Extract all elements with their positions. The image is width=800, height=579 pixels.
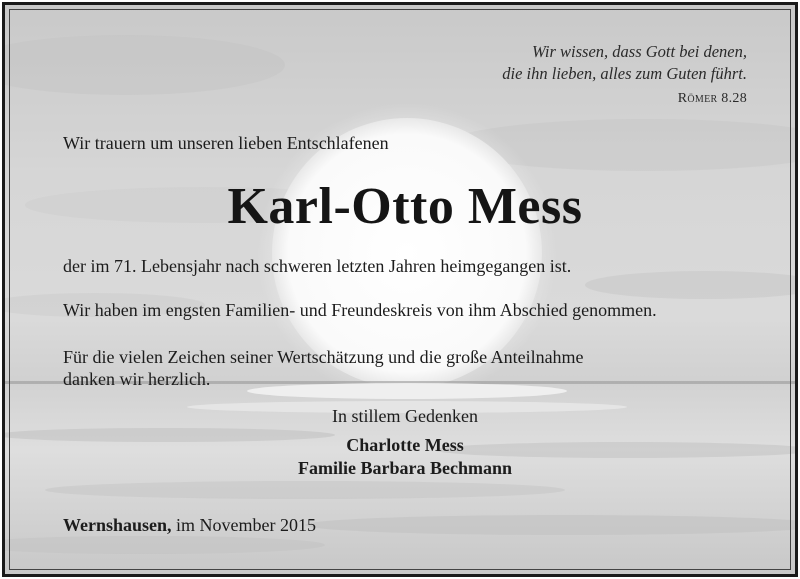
- body-line-3a: Für die vielen Zeichen seiner Wertschätzung und die große Anteilnahme: [63, 347, 584, 367]
- date-text: im November 2015: [176, 515, 317, 535]
- intro-text: Wir trauern um unseren lieben Entschlafenen: [63, 133, 389, 153]
- body-line-3: [63, 346, 584, 390]
- quote-line-2: die ihn lieben, alles zum Guten führt.: [502, 64, 747, 83]
- body-line-2: Wir haben im engsten Familien- und Freundeskreis von ihm Abschied genommen.: [63, 300, 657, 320]
- bible-quote: [502, 41, 747, 85]
- sunset-sea-background: [5, 5, 795, 574]
- in-memory-text: In stillem Gedenken: [332, 406, 478, 426]
- quote-line-1: Wir wissen, dass Gott bei denen,: [532, 42, 747, 61]
- deceased-name: Karl-Otto Mess: [227, 178, 583, 235]
- bible-verse-reference: Römer 8.28: [677, 91, 747, 106]
- obituary-notice: [2, 2, 798, 577]
- signer-1: Charlotte Mess: [346, 435, 464, 455]
- place-date-line: [63, 515, 316, 536]
- body-line-1: der im 71. Lebensjahr nach schweren letzten Jahren heimgegangen ist.: [63, 256, 572, 276]
- body-line-3b: danken wir herzlich.: [63, 369, 211, 389]
- place-name: Wernshausen,: [63, 515, 172, 535]
- signer-2: Familie Barbara Bechmann: [298, 458, 512, 478]
